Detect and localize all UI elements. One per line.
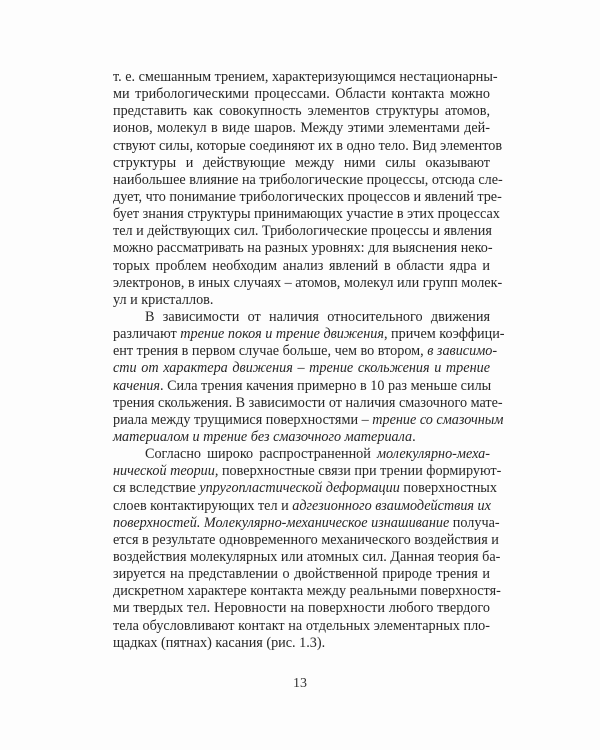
- text-run: . Сила трения качения примерно в 10 раз меньше силы: [159, 377, 492, 394]
- text-line: воздействия молекулярных или атомных сил. Данная теория ба-: [113, 548, 501, 565]
- text-line: ствуют силы, которые соединяют их в одно тело. Вид элементов: [113, 137, 503, 154]
- page-number: 13: [293, 676, 307, 691]
- italic-term: трение со смазочным: [372, 411, 504, 428]
- text-line: ми трибологическими процессами. Области контакта можно: [113, 86, 490, 103]
- text-line: тел и действующих сил. Трибологические процессы и явления: [113, 223, 492, 240]
- text-line: трения скольжения. В зависимости от наличия смазочного мате-: [113, 394, 503, 411]
- text-line: торых проблем необходим анализ явлений в области ядра и: [113, 257, 490, 274]
- text-line: структуры и действующие между ними силы оказывают: [113, 154, 490, 171]
- text-run: , поверхностные связи при трении формируют-: [214, 463, 502, 480]
- text-line: [113, 378, 490, 395]
- text-line: [113, 463, 502, 480]
- italic-term: в зависимо-: [427, 343, 498, 360]
- italic-term: упругопластической деформации: [199, 480, 400, 497]
- text-line: ется в результате одновременного механического воздействия и: [113, 531, 499, 548]
- text-line: бует знания структуры принимающих участие в этих процессах: [113, 206, 500, 223]
- text-run: Согласно широко распространенной: [145, 446, 377, 463]
- paragraph-2: [113, 308, 505, 446]
- text-line: [113, 498, 490, 515]
- italic-term: адгезионного взаимодействия их: [292, 497, 491, 514]
- text-line: электронов, в иных случаях – атомов, молекул или групп молек-: [113, 274, 503, 291]
- text-run: поверхностных: [399, 480, 497, 497]
- text-line: ми твердых тел. Неровности на поверхности любого твердого: [113, 600, 490, 617]
- italic-line: сти от характера движения – трение скольжения и трение: [113, 360, 490, 377]
- text-run: слоев контактирующих тел и: [113, 497, 293, 514]
- text-line: тела обусловливают контакт на отдельных элементарных пло-: [113, 617, 490, 634]
- text-line: [113, 326, 505, 343]
- text-line: представить как совокупность элементов структуры атомов,: [113, 103, 490, 120]
- text-run: риала между трущимися поверхностями –: [113, 411, 373, 428]
- text-line: можно рассматривать на разных уровнях: для выяснения неко-: [113, 240, 493, 257]
- text-line: дискретном характере контакта между реальными поверхностя-: [113, 583, 501, 600]
- text-line: [113, 429, 490, 446]
- text-line: [113, 411, 504, 429]
- text-run: различают: [113, 326, 181, 343]
- text-line: ионов, молекул в виде шаров. Между этими элементами дей-: [113, 120, 490, 137]
- text-line: [113, 480, 497, 497]
- text-run: ся вследствие: [113, 480, 200, 497]
- text-line: дует, что понимание трибологических процессов и явлений тре-: [113, 188, 502, 205]
- text-line: ул и кристаллов.: [113, 291, 214, 308]
- text-run: ент трения в первом случае больше, чем во втором,: [113, 343, 428, 360]
- text-run: , причем коэффици-: [383, 326, 505, 343]
- text-run: .: [412, 428, 416, 445]
- italic-term: трение покоя и трение движения: [180, 326, 384, 343]
- text-line: [113, 514, 500, 532]
- italic-term: молекулярно-меха-: [376, 446, 490, 463]
- text-line: т. е. смешанным трением, характеризующимся нестационарны-: [113, 69, 498, 85]
- paragraph-3: [113, 446, 502, 652]
- italic-term: поверхностей. Молекулярно-механическое изнашивание: [113, 514, 450, 531]
- paragraph-1: [113, 69, 503, 309]
- text-run: получа-: [449, 514, 500, 531]
- italic-term: нической теории: [113, 463, 215, 480]
- body-text: [113, 69, 505, 652]
- text-line: зируется на представлении о двойственной природе трения и: [113, 566, 490, 583]
- text-line: щадках (пятнах) касания (рис. 1.3).: [113, 634, 326, 651]
- italic-term: материалом и трение без смазочного материала: [113, 428, 413, 445]
- italic-term: качения: [113, 377, 160, 394]
- text-line: [113, 343, 498, 360]
- text-line: наибольшее влияние на трибологические процессы, отсюда сле-: [113, 171, 503, 188]
- text-line: В зависимости от наличия относительного движения: [145, 308, 490, 325]
- text-line: [113, 446, 490, 463]
